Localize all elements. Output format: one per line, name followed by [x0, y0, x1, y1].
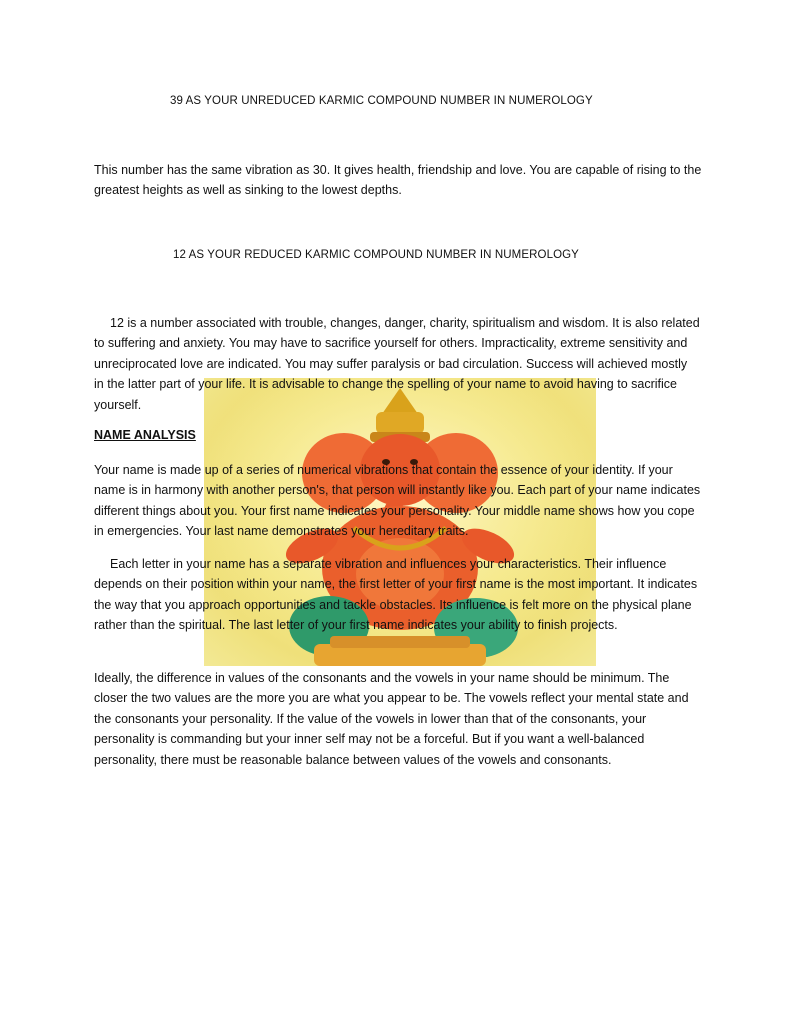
paragraph-number-12 [94, 313, 700, 415]
name-analysis-heading: NAME ANALYSIS [94, 428, 196, 442]
paragraph-vowels-consonants: Ideally, the difference in values of the consonants and the vowels in your name should be minimum. The closer the two values are the more you are what you appear to be. The vowels reflect your mental state and the consonants your personality. If the value of the vowels in lower than that of the consonants, your personality is commanding but your inner self may not be a forceful. But if you want a well-balanced personality, there must be reasonable balance between values of the vowels and consonants. [94, 671, 689, 767]
paragraph-name-vibrations: Your name is made up of a series of numerical vibrations that contain the essence of your identity. If your name is in harmony with another person's, that person will instantly like you. Each part of your name indicates different things about you. Your first name indicates your personality. Your middle name shows how you cope in emergencies. Your last name demonstrates your hereditary traits. [94, 463, 701, 539]
heading-reduced-compound-number: 12 AS YOUR REDUCED KARMIC COMPOUND NUMBER IN NUMEROLOGY [173, 249, 579, 261]
paragraph-vibration-30: This number has the same vibration as 30. It gives health, friendship and love. You are capable of rising to the greatest heights as well as sinking to the lowest depths. [94, 163, 702, 198]
paragraph-number-12-text: 12 is a number associated with trouble, changes, danger, charity, spiritualism and wisdom. It is also related to suffering and anxiety. You may have to sacrifice yourself for others. Impracticality, extreme sensitivity and unreciprocated love are indicated. You may suffer paralysis or bad circulation. Success will achieved mostly in the latter part of your life. It is advisable to change the spelling of your name to avoid having to sacrifice yourself. [94, 316, 700, 412]
paragraph-letters-influence-text: Each letter in your name has a separate vibration and influences your characteristics. Their influence depends on their position within your name, the first letter of your first name is the most important. It indicates the way that you approach opportunities and tackle obstacles. Its influence is felt more on the physical plane rather than the spiritual. The last letter of your first name indicates your ability to finish projects. [94, 557, 698, 633]
heading-unreduced-compound-number: 39 AS YOUR UNREDUCED KARMIC COMPOUND NUMBER IN NUMEROLOGY [170, 95, 593, 107]
paragraph-letters-influence [94, 554, 706, 636]
